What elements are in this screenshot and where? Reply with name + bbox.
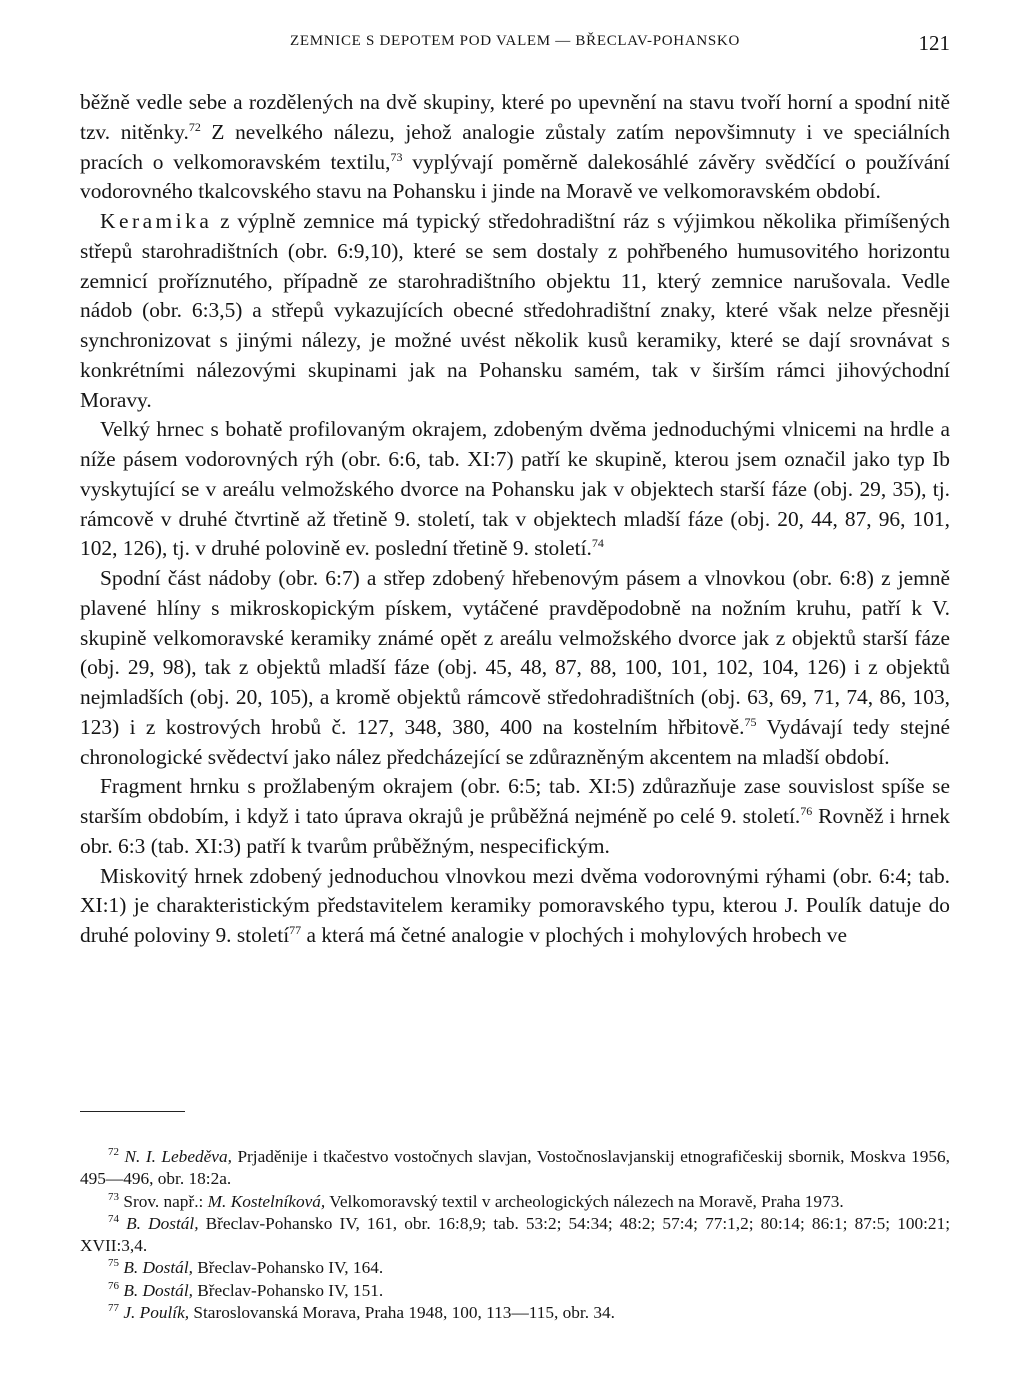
text-run: Vydávají tedy stejné chronologické svědectví jako nález předcházející se zdůrazněným akcentem na mladší období. [80, 714, 951, 769]
footnote-text: Břeclav-Pohansko IV, 164. [192, 1258, 384, 1278]
page-header [80, 33, 950, 57]
footnote-number: 77 [108, 1302, 119, 1315]
footnote-text: Staroslovanská Morava, Praha 1948, 100, 113—115, obr. 34. [189, 1303, 615, 1323]
footnote-number: 75 [108, 1257, 119, 1270]
body-text [80, 88, 950, 951]
text-run: Rovněž i hrnek obr. 6:3 (tab. XI:3) patří k tvarům průběžným, nespecifickým. [80, 804, 950, 858]
paragraph-6 [80, 862, 950, 951]
text-run: běžně vedle sebe a rozdělených na dvě skupiny, které po upevnění na stavu tvoří horní a spodní nitě tzv. nitěnky. [80, 90, 950, 144]
footnote-73 [80, 1191, 950, 1213]
text-run: Fragment hrnku s prožlabeným okrajem (obr. 6:5; tab. XI:5) zdůrazňuje zase souvislost spíše se starším obdobím, i když i tato úprava okrajů je průběžná nejméně po celé 9. století. [80, 774, 950, 828]
footnote-76 [80, 1280, 950, 1302]
paragraph-1 [80, 88, 950, 207]
footnote-ref-75[interactable]: 75 [744, 714, 757, 729]
paragraph-5 [80, 772, 950, 861]
footnote-ref-72[interactable]: 72 [188, 119, 201, 134]
footnote-author: J. Poulík, [123, 1303, 190, 1323]
footnote-author: M. Kostelníková, [207, 1191, 326, 1211]
footnote-74 [80, 1213, 950, 1258]
emphasized-term: Keramika [100, 209, 213, 233]
paragraph-4 [80, 564, 950, 772]
text-run: vyplývají poměrně dalekosáhlé závěry svědčící o používání vodorovného tkalcovského stavu na Pohansku i jinde na Moravě ve velkomoravském období. [80, 149, 950, 204]
footnote-ref-74[interactable]: 74 [591, 536, 604, 551]
footnote-author: B. Dostál, [123, 1258, 193, 1278]
footnote-author: N. I. Lebeděva, [124, 1147, 232, 1166]
footnote-author: B. Dostál, [126, 1213, 199, 1233]
footnote-75 [80, 1257, 950, 1279]
footnote-separator [80, 1111, 185, 1112]
footnote-ref-77[interactable]: 77 [289, 922, 302, 937]
footnote-text: Břeclav-Pohansko IV, 161, obr. 16:8,9; tab. 53:2; 54:34; 48:2; 57:4; 77:1,2; 80:14; 86:1; 87:5; 100:21; XVII:3,4. [80, 1213, 951, 1256]
paragraph-2 [80, 207, 950, 415]
text-run: Miskovitý hrnek zdobený jednoduchou vlnovkou mezi dvěma vodorovnými rýhami (obr. 6:4; tab. XI:1) je charakteristickým představitelem keramiky pomoravského typu, kterou J. Poulík datuje do druhé poloviny 9. století [80, 863, 950, 947]
running-title: ZEMNICE S DEPOTEM POD VALEM — BŘECLAV-POHANSKO [289, 33, 741, 49]
footnotes [80, 1146, 950, 1324]
footnote-prefix: Srov. např.: [123, 1191, 208, 1211]
page-number: 121 [918, 31, 950, 55]
footnote-text: Břeclav-Pohansko IV, 151. [192, 1280, 384, 1300]
text-run: Z nevelkého nálezu, jehož analogie zůstaly zatím nepovšimnuty i ve speciálních pracích o velkomoravském textilu, [80, 119, 950, 174]
footnote-number: 72 [108, 1146, 119, 1159]
footnote-author: B. Dostál, [123, 1280, 193, 1300]
footnote-number: 74 [108, 1213, 119, 1226]
paragraph-3 [80, 415, 950, 564]
text-run: Velký hrnec s bohatě profilovaným okrajem, zdobeným dvěma jednoduchými vlnicemi na hrdle a níže pásem vodorovných rýh (obr. 6:6, tab. XI:7) patří ke skupině, kterou jsem označil jako typ Ib vyskytující se v areálu velmožského dvorce na Pohansku jak v objektech starší fáze (obj. 29, 35), tj. rámcově v druhé čtvrtině až třetině 9. století, tak v objektech mladší fáze (obj. 20, 44, 87, 96, 101, 102, 126), tj. v druhé polovině ev. poslední třetině 9. století. [80, 417, 950, 561]
text-run: z výplně zemnice má typický středohradištní ráz s výjimkou několika přimíšených střepů starohradištních (obr. 6:9,10), které se sem dostaly z pohřbeného humusovitého horizontu zemnicí proříznutého, případně ze starohradištního objektu 11, který zemnice narušovala. Vedle nádob (obr. 6:3,5) a střepů vykazujících obecné středohradištní znaky, které však nelze přesněji synchronizovat s jinými nálezy, je možné uvést několik kusů keramiky, které se dají srovnávat s konkrétními nálezovými skupinami jak na Pohansku samém, tak v širším rámci jihovýchodní Moravy. [80, 209, 950, 412]
footnote-text: Velkomoravský textil v archeologických nálezech na Moravě, Praha 1973. [325, 1191, 844, 1211]
text-run: a která má četné analogie v plochých i mohylových hrobech ve [301, 923, 847, 947]
footnote-number: 73 [108, 1190, 119, 1203]
text-run: Spodní část nádoby (obr. 6:7) a střep zdobený hřebenovým pásem a vlnovkou (obr. 6:8) z jemně plavené hlíny s mikroskopickým pískem, vytáčené pravděpodobně na nožním kruhu, patří k V. skupině velkomoravské keramiky známé opět z areálu velmožského dvorce jak z objektů starší fáze (obj. 29, 98), tak z objektů mladší fáze (obj. 45, 48, 87, 88, 100, 101, 102, 104, 126) i z objektů nejmladších (obj. 20, 105), a kromě objektů rámcově středohradištních (obj. 63, 69, 71, 74, 86, 103, 123) i z kostrových hrobů č. 127, 348, 380, 400 na kostelním hřbitově. [80, 566, 950, 739]
footnote-77 [80, 1302, 950, 1324]
footnote-text: Prjaděnije i tkačestvo vostočnych slavjan, Vostočnoslavjanskij etnografičeskij sbornik, Moskva 1956, 495—496, obr. 18:2a. [80, 1147, 950, 1189]
footnote-ref-73[interactable]: 73 [390, 149, 403, 164]
footnote-72 [80, 1146, 950, 1191]
footnote-number: 76 [108, 1280, 119, 1293]
footnote-ref-76[interactable]: 76 [800, 803, 813, 818]
